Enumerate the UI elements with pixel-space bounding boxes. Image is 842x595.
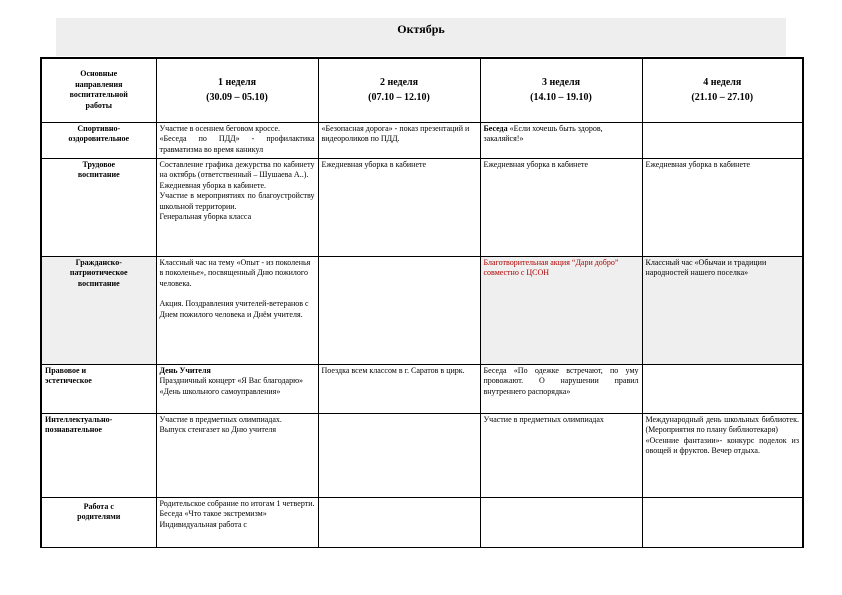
direction-sport: Спортивно- оздоровительное	[41, 122, 156, 158]
title-band	[56, 18, 786, 56]
cell-civic-w2	[318, 256, 480, 364]
plan-table	[40, 57, 804, 548]
header-row	[41, 58, 803, 122]
cell-legal-w1: День Учителя Праздничный концерт «Я Вас благодарю» «День школьного самоуправления»	[156, 364, 318, 413]
cell-parents-w4	[642, 497, 803, 547]
cell-labor-w4: Ежедневная уборка в кабинете	[642, 158, 803, 256]
header-week-1: 1 неделя (30.09 – 05.10)	[156, 58, 318, 122]
direction-labor: Трудовое воспитание	[41, 158, 156, 256]
direction-intel: Интеллектуально- познавательное	[41, 413, 156, 497]
row-civic	[41, 256, 803, 364]
row-intel	[41, 413, 803, 497]
cell-labor-w2: Ежедневная уборка в кабинете	[318, 158, 480, 256]
row-sport	[41, 122, 803, 158]
cell-intel-w4: Международный день школьных библиотек. (Мероприятия по плану библиотекаря) «Осенние фантазии»- конкурс поделок из овощей и фруктов. Вечер отдыха.	[642, 413, 803, 497]
cell-sport-w4	[642, 122, 803, 158]
cell-sport-w1: Участие в осеннем беговом кроссе. «Беседа по ПДД» - профилактика травматизма во время каникул	[156, 122, 318, 158]
header-week-3: 3 неделя (14.10 – 19.10)	[480, 58, 642, 122]
cell-civic-w1: Классный час на тему «Опыт - из поколенья в поколенье», посвященный Дню пожилого человека. Акция. Поздравления учителей-ветеранов с Днем пожилого человека и Днём учителя.	[156, 256, 318, 364]
cell-parents-w2	[318, 497, 480, 547]
row-legal	[41, 364, 803, 413]
row-parents	[41, 497, 803, 547]
cell-legal-w4	[642, 364, 803, 413]
cell-legal-w3: Беседа «По одежке встречают, по уму провожают. О нарушении правил внутреннего распорядка»	[480, 364, 642, 413]
cell-sport-w2: «Безопасная дорога» - показ презентаций и видеороликов по ПДД.	[318, 122, 480, 158]
direction-legal: Правовое и эстетическое	[41, 364, 156, 413]
cell-labor-w1: Составление графика дежурства по кабинету на октябрь (ответственный – Шушаева А..). Ежедневная уборка в кабинете. Участие в мероприятиях по благоустройству школьной территории. Генеральная уборка класса	[156, 158, 318, 256]
direction-civic: Гражданско- патриотическое воспитание	[41, 256, 156, 364]
direction-parents: Работа с родителями	[41, 497, 156, 547]
cell-civic-w4: Классный час «Обычаи и традиции народностей нашего поселка»	[642, 256, 803, 364]
cell-parents-w1: Родительское собрание по итогам 1 четверти. Беседа «Что такое экстремизм» Индивидуальная работа с	[156, 497, 318, 547]
cell-intel-w3: Участие в предметных олимпиадах	[480, 413, 642, 497]
header-direction: Основные направления воспитательной работы	[41, 58, 156, 122]
cell-sport-w3: Беседа «Если хочешь быть здоров, закаляйся!»	[480, 122, 642, 158]
cell-labor-w3: Ежедневная уборка в кабинете	[480, 158, 642, 256]
cell-intel-w1: Участие в предметных олимпиадах. Выпуск стенгазет ко Дню учителя	[156, 413, 318, 497]
cell-intel-w2	[318, 413, 480, 497]
header-week-4: 4 неделя (21.10 – 27.10)	[642, 58, 803, 122]
month-title: Октябрь	[397, 22, 445, 36]
cell-parents-w3	[480, 497, 642, 547]
cell-legal-w2: Поездка всем классом в г. Саратов в цирк.	[318, 364, 480, 413]
cell-civic-w3: Благотворительная акция “Дари добро” совместно с ЦСОН	[480, 256, 642, 364]
header-week-2: 2 неделя (07.10 – 12.10)	[318, 58, 480, 122]
row-labor	[41, 158, 803, 256]
